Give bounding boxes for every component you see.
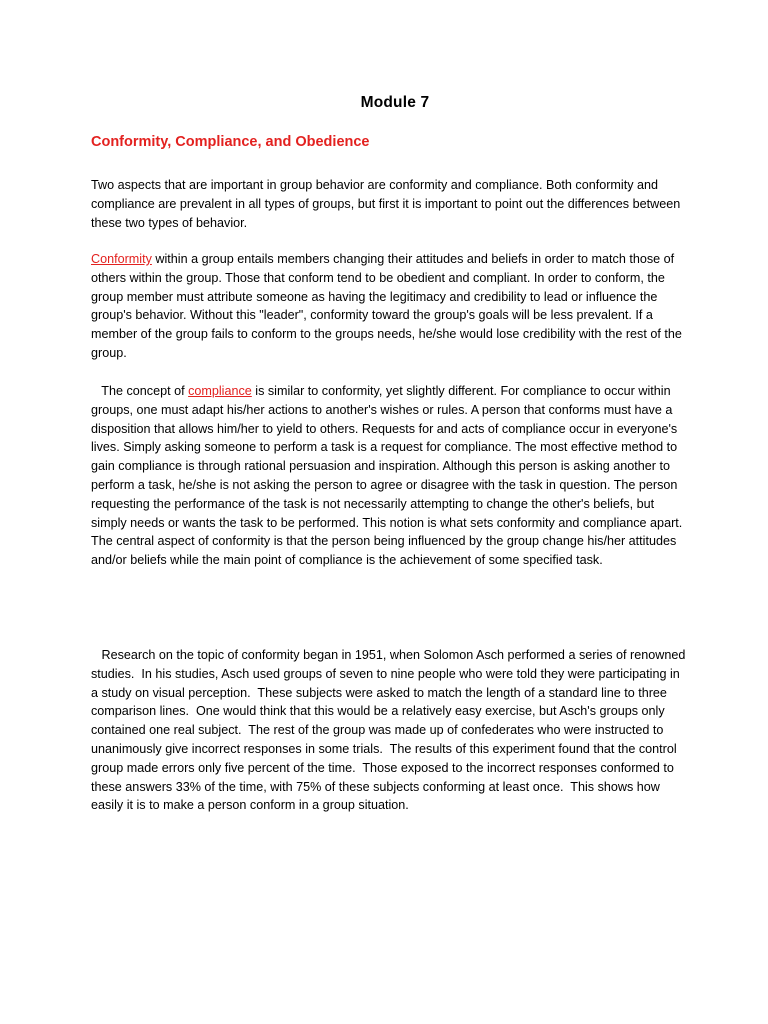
compliance-link[interactable]: compliance: [188, 384, 252, 398]
paragraph-conformity-text: within a group entails members changing their attitudes and beliefs in order to match those of others within the group. Those that conform tend to be obedient and compliant. In order to conform, the group member must attribute someone as having the legitimacy and credibility to lead or influence the group's behavior. Without this "leader", conformity toward the group's goals will be less prevalent. If a member of the group fails to conform to the groups needs, he/she would lose credibility with the rest of the group.: [91, 252, 682, 360]
section-heading: Conformity, Compliance, and Obedience: [91, 134, 370, 150]
paragraph-intro: [91, 176, 689, 232]
page-title: Module 7: [360, 94, 430, 111]
paragraph-compliance-lead: The concept of: [91, 384, 189, 398]
paragraph-asch-research: [91, 646, 689, 815]
paragraph-intro-text: Two aspects that are important in group behavior are conformity and compliance. Both conformity and compliance are prevalent in all types of groups, but first it is important to point out the differences between these two types of behavior.: [91, 178, 681, 230]
paragraph-compliance-text: is similar to conformity, yet slightly different. For compliance to occur within groups, one must adapt his/her actions to another's wishes or rules. A person that conforms must have a disposition that allows him/her to yield to others. Requests for and acts of compliance occur in everyone's lives. Simply asking someone to perform a task is a request for compliance. The most effective method to gain compliance is through rational persuasion and inspiration. Although this person is asking another to perform a task, he/she is not asking the person to agree or disagree with the task in question. The person requesting the performance of the task is not necessarily attempting to change the other's beliefs, but simply needs or wants the task to be performed. This notion is what sets conformity and compliance apart. The central aspect of conformity is that the person being influenced by the group change his/her attitudes and/or beliefs while the main point of compliance is the achievement of some specified task.: [91, 384, 683, 568]
paragraph-asch-text: Research on the topic of conformity began in 1951, when Solomon Asch performed a series of renowned studies. In his studies, Asch used groups of seven to nine people who were told they were participating in a study on visual perception. These subjects were asked to match the length of a standard line to three comparison lines. One would think that this would be a relatively easy exercise, but Asch's groups only contained one real subject. The rest of the group was made up of confederates who were instructed to unanimously give incorrect responses in some trials. The results of this experiment found that the control group made errors only five percent of the time. Those exposed to the incorrect responses conformed to these answers 33% of the time, with 75% of these subjects conforming at least once. This shows how easily it is to make a person conform in a group situation.: [91, 648, 689, 813]
paragraph-conformity: [91, 250, 689, 363]
paragraph-compliance: [91, 382, 689, 570]
conformity-link[interactable]: Conformity: [91, 252, 152, 266]
